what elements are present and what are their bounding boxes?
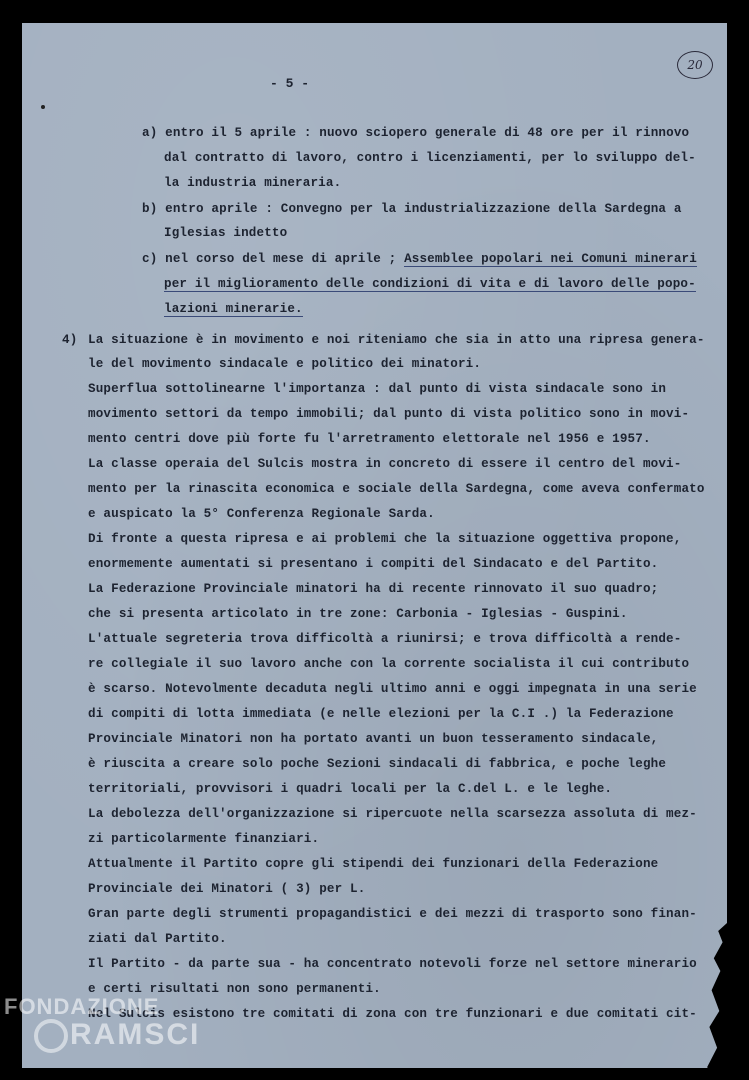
list-c-prefix: c) nel corso del mese di aprile ; (142, 252, 405, 266)
section-4-line-14: re collegiale il suo lavoro anche con la corrente socialista il cui contributo (88, 657, 690, 671)
section-4-line-27: e certi risultati non sono permanenti. (88, 982, 381, 996)
archive-number: 20 (687, 58, 703, 72)
list-a-line-3: la industria mineraria. (164, 176, 342, 190)
page-number: - 5 - (270, 76, 310, 91)
section-4-line-23: Provinciale dei Minatori ( 3) per L. (88, 882, 366, 896)
watermark-logo (4, 996, 200, 1053)
watermark-line-1: FONDAZIONE (4, 994, 160, 1019)
section-4-line-7: mento per la rinascita economica e sociale della Sardegna, come aveva confermato (88, 482, 705, 496)
section-4-number: 4) (62, 333, 78, 347)
torn-edge (705, 923, 727, 1068)
section-4-line-21: zi particolarmente finanziari. (88, 832, 320, 846)
section-4-line-25: ziati dal Partito. (88, 932, 227, 946)
list-a-line-2: dal contratto di lavoro, contro i licenziamenti, per lo sviluppo del- (164, 151, 696, 165)
section-4-line-22: Attualmente il Partito copre gli stipendi dei funzionari della Federazione (88, 857, 659, 871)
list-b-line-2: Iglesias indetto (164, 226, 288, 240)
list-c-line-2: per il miglioramento delle condizioni di vita e di lavoro delle popo- (164, 277, 696, 291)
archive-number-stamp (677, 51, 713, 79)
section-4-line-13: L'attuale segreteria trova difficoltà a riunirsi; e trova difficoltà a rende- (88, 632, 682, 646)
section-4-line-18: è riuscita a creare solo poche Sezioni sindacali di fabbrica, e poche leghe (88, 757, 667, 771)
list-c-underlined-text: Assemblee popolari nei Comuni minerari (404, 252, 697, 266)
section-4-line-9: Di fronte a questa ripresa e ai problemi che la situazione oggettiva propone, (88, 532, 682, 546)
list-b-line-1: b) entro aprile : Convegno per la industrializzazione della Sardegna a (142, 202, 682, 216)
document-page (22, 23, 727, 1068)
section-4-line-4: movimento settori da tempo immobili; dal punto di vista politico sono in movi- (88, 407, 690, 421)
section-4-line-6: La classe operaia del Sulcis mostra in concreto di essere il centro del movi- (88, 457, 682, 471)
section-4-line-28: Nel Sulcis esistono tre comitati di zona con tre funzionari e due comitati cit- (88, 1007, 697, 1021)
watermark-line-2-text: RAMSCI (70, 1018, 201, 1051)
section-4-line-19: territoriali, provvisori i quadri locali per la C.del L. e le leghe. (88, 782, 613, 796)
section-4-line-20: La debolezza dell'organizzazione si ripercuote nella scarsezza assoluta di mez- (88, 807, 697, 821)
list-c-line-3: lazioni minerarie. (164, 302, 303, 316)
watermark-line-2 (34, 1018, 200, 1053)
section-4-line-2: le del movimento sindacale e politico dei minatori. (88, 357, 482, 371)
watermark-g-mark-icon (34, 1019, 68, 1053)
section-4-line-16: di compiti di lotta immediata (e nelle elezioni per la C.I .) la Federazione (88, 707, 674, 721)
section-4-line-24: Gran parte degli strumenti propagandistici e dei mezzi di trasporto sono finan- (88, 907, 697, 921)
section-4-line-11: La Federazione Provinciale minatori ha di recente rinnovato il suo quadro; (88, 582, 659, 596)
section-4-line-17: Provinciale Minatori non ha portato avanti un buon tesseramento sindacale, (88, 732, 659, 746)
section-4-line-8: e auspicato la 5° Conferenza Regionale Sarda. (88, 507, 435, 521)
section-4-line-15: è scarso. Notevolmente decaduta negli ultimo anni e oggi impegnata in una serie (88, 682, 697, 696)
section-4-line-10: enormemente aumentati si presentano i compiti del Sindacato e del Partito. (88, 557, 659, 571)
section-4-line-5: mento centri dove più forte fu l'arretramento elettorale nel 1956 e 1957. (88, 432, 651, 446)
ink-dot (41, 105, 45, 109)
section-4-line-12: che si presenta articolato in tre zone: Carbonia - Iglesias - Guspini. (88, 607, 628, 621)
section-4-line-26: Il Partito - da parte sua - ha concentrato notevoli forze nel settore minerario (88, 957, 697, 971)
section-4-line-1: La situazione è in movimento e noi riteniamo che sia in atto una ripresa genera- (88, 333, 705, 347)
list-c-line-1 (142, 253, 697, 266)
section-4-line-3: Superflua sottolinearne l'importanza : dal punto di vista sindacale sono in (88, 382, 667, 396)
list-a-line-1: a) entro il 5 aprile : nuovo sciopero generale di 48 ore per il rinnovo (142, 126, 690, 140)
